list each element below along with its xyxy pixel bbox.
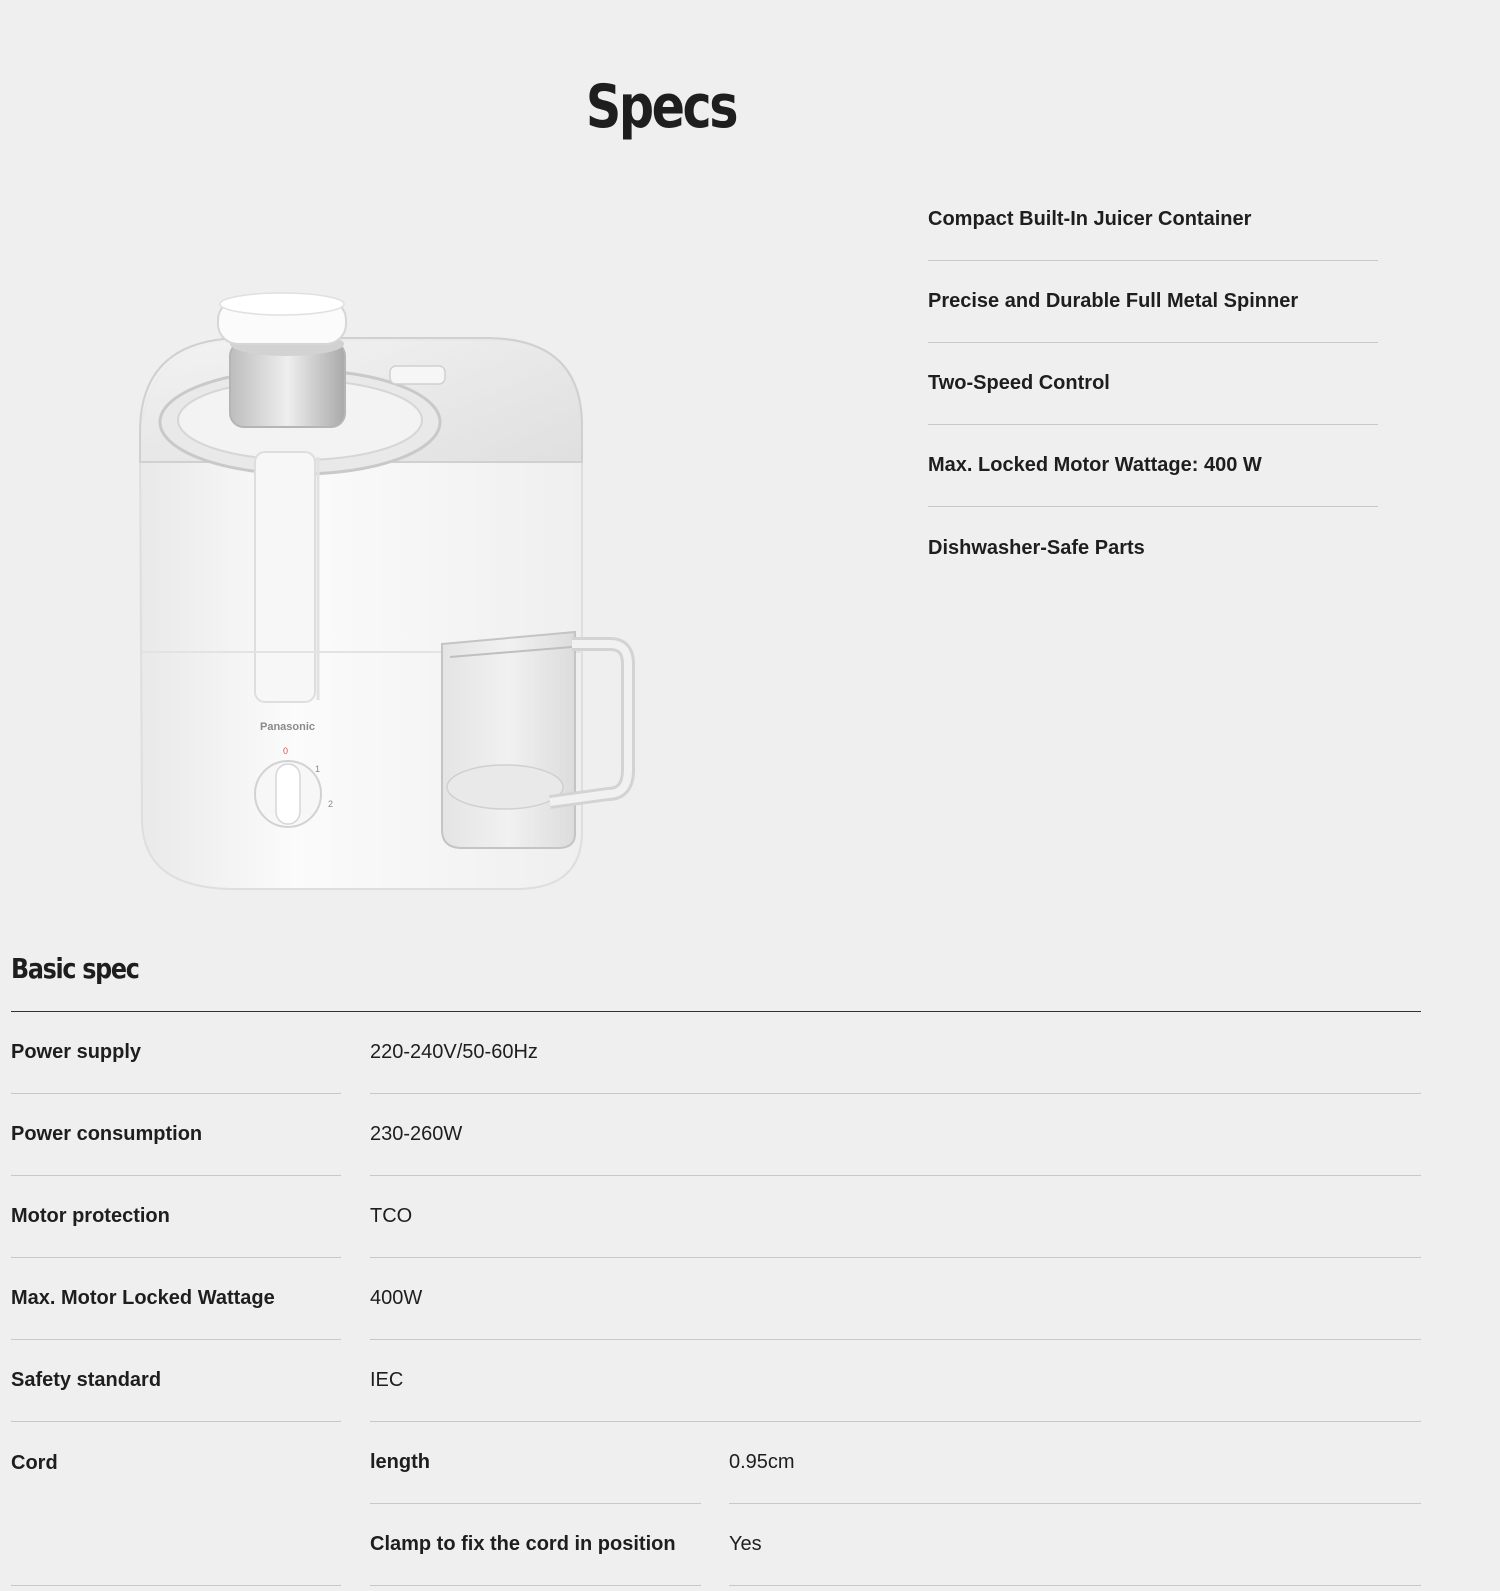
- spec-sublabel: length: [370, 1422, 701, 1504]
- feature-list: [928, 179, 1378, 589]
- page-title: Specs: [585, 72, 737, 142]
- spec-sublabel: Clamp to fix the cord in position: [370, 1504, 701, 1586]
- feature-item: Precise and Durable Full Metal Spinner: [928, 261, 1378, 343]
- spec-row-power-consumption: [0, 1094, 1500, 1176]
- spec-label: Max. Motor Locked Wattage: [11, 1258, 341, 1340]
- spec-row-max-motor-locked-wattage: [0, 1258, 1500, 1340]
- product-image-juicer: [120, 282, 660, 912]
- spec-table: [0, 1012, 1500, 1586]
- spec-value: 400W: [370, 1258, 1421, 1340]
- feature-item: Dishwasher-Safe Parts: [928, 536, 1145, 559]
- spec-value: TCO: [370, 1176, 1421, 1258]
- dial-label-2: 2: [328, 799, 334, 809]
- spec-label-empty: [11, 1504, 341, 1586]
- spec-row-motor-protection: [0, 1176, 1500, 1258]
- feature-item: Two-Speed Control: [928, 343, 1378, 425]
- dial-label-1: 1: [315, 764, 321, 774]
- spec-label: Power supply: [11, 1012, 341, 1094]
- spec-label: Power consumption: [11, 1094, 341, 1176]
- dial-label-0: 0: [283, 746, 289, 756]
- spec-subvalue: Yes: [729, 1504, 1421, 1586]
- spec-label: Motor protection: [11, 1176, 341, 1258]
- spec-row-cord-length: [0, 1422, 1500, 1504]
- spec-row-safety-standard: [0, 1340, 1500, 1422]
- spec-row-cord-clamp: [0, 1504, 1500, 1586]
- spec-label-cord: Cord: [11, 1451, 58, 1474]
- brand-logo-text: Panasonic: [260, 721, 316, 733]
- spec-row-power-supply: [0, 1012, 1500, 1094]
- spec-subvalue: 0.95cm: [729, 1422, 1421, 1504]
- feature-item: Max. Locked Motor Wattage: 400 W: [928, 425, 1378, 507]
- spec-value: 230-260W: [370, 1094, 1421, 1176]
- feature-item: Compact Built-In Juicer Container: [928, 179, 1378, 261]
- basic-spec-heading: Basic spec: [11, 952, 139, 985]
- spec-value: 220-240V/50-60Hz: [370, 1012, 1421, 1094]
- spec-label: Safety standard: [11, 1340, 341, 1422]
- spec-value: IEC: [370, 1340, 1421, 1422]
